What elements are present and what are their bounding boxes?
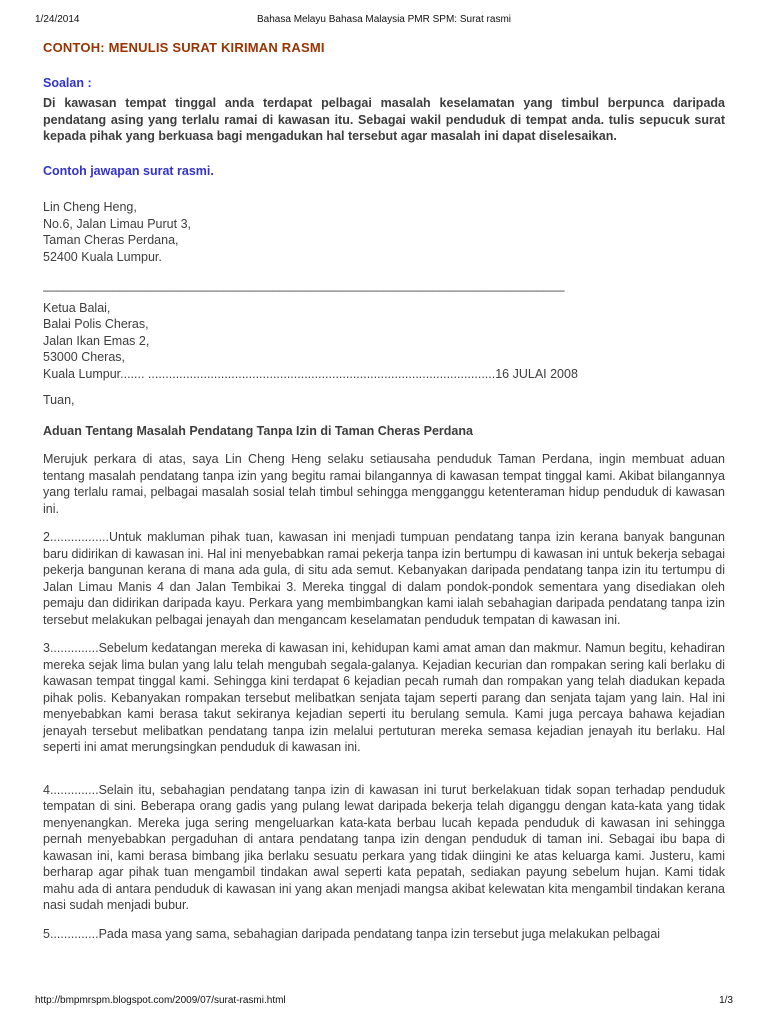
- letter-paragraph-3: 3..............Sebelum kedatangan mereka di kawasan ini, kehidupan kami amat aman dan makmur. Namun begitu, kehadiran mereka sejak lima bulan yang lalu telah mengubah segala-galanya. Kejadian kecurian dan rompakan sering kali berlaku di kawasan tempat tinggal kami. Sehingga kini terdapat 6 kejadian pecah rumah dan rompakan yang telah diadukan kepada pihak polis. Kebanyakan rompakan tersebut melibatkan senjata tajam seperti parang dan senjata tajam yang lain. Hal ini menyebabkan kami berasa takut sekiranya kejadian seperti itu berulang semula. Kami juga percaya bahawa kejadian jenayah tersebut melibatkan pendatang tanpa izin melalui pertuturan mereka semasa kejadian jenayah itu berlaku. Hal seperti ini amat merungsingkan penduduk di kawasan ini.: [43, 641, 725, 754]
- letter-paragraph-1: Merujuk perkara di atas, saya Lin Cheng Heng selaku setiausaha penduduk Taman Perdana, ingin membuat aduan tentang masalah pendatang tanpa izin yang begitu ramai bilangannya di kawasan tempat tinggal kami. Akibat bilangannya yang terlalu ramai, pelbagai masalah sosial telah timbul sehingga mengganggu ketenteraman hidup penduduk di kawasan ini.: [43, 452, 725, 516]
- letter-paragraph-2: 2.................Untuk makluman pihak tuan, kawasan ini menjadi tumpuan pendatang tanpa izin kerana banyak bangunan baru didirikan di kawasan ini. Hal ini menyebabkan ramai pekerja tanpa izin bertumpu di kawasan ini untuk bekerja sebagai pekerja bangunan kerana di mana ada gula, di situ ada semut. Kebanyakan daripada pendatang tanpa izin itu tertumpu di Jalan Limau Manis 4 dan Jalan Tembikai 3. Mereka tinggal di dalam pondok-pondok sementara yang disediakan oleh pemaju dan didirikan daripada kayu. Perkara yang membimbangkan kami ialah sebahagian daripada pendatang tanpa izin tersebut melakukan pelbagai jenayah dan mengancam keselamatan penduduk tempatan di kawasan ini.: [43, 530, 725, 627]
- recipient-address-line: Jalan Ikan Emas 2,: [43, 333, 150, 348]
- recipient-address-line: Balai Polis Cheras,: [43, 317, 149, 331]
- footer-page-number: 1/3: [719, 995, 733, 1006]
- document-heading: CONTOH: MENULIS SURAT KIRIMAN RASMI: [43, 40, 325, 55]
- print-title: Bahasa Melayu Bahasa Malaysia PMR SPM: Surat rasmi: [257, 14, 511, 25]
- sender-address-line: Lin Cheng Heng,: [43, 200, 137, 214]
- letter-date: 16 JULAI 2008: [495, 366, 578, 381]
- soalan-label: Soalan :: [43, 75, 92, 90]
- print-header: [35, 14, 733, 27]
- city-dots: Kuala Lumpur....... ....................................................................................................: [43, 366, 496, 381]
- city-date-line: [43, 366, 725, 383]
- recipient-address-line: 53000 Cheras,: [43, 350, 126, 364]
- print-footer: [35, 994, 733, 1006]
- document-page: [43, 40, 725, 942]
- question-text: Di kawasan tempat tinggal anda terdapat pelbagai masalah keselamatan yang timbul berpunca daripada pendatang asing yang terlalu ramai di kawasan itu. Sebagai wakil penduduk di tempat anda. tulis sepucuk surat kepada pihak yang berkuasa bagi mengadukan hal tersebut agar masalah ini dapat diselesaikan.: [43, 96, 725, 143]
- sender-address: [43, 199, 725, 265]
- sender-address-line: 52400 Kuala Lumpur.: [43, 249, 162, 264]
- divider-line: ___________________________________________________________________________: [43, 278, 565, 292]
- recipient-address: [43, 300, 725, 383]
- letter-paragraph-4: 4..............Selain itu, sebahagian pendatang tanpa izin di kawasan ini turut berkelakuan tidak sopan terhadap penduduk tempatan di sini. Beberapa orang gadis yang pulang lewat daripada bekerja telah diganggu dengan kata-kata yang tidak menyenangkan. Mereka juga sering mengeluarkan kata-kata berbau lucah kepada penduduk di kawasan ini sehingga pernah menyebabkan pergaduhan di antara pendatang tanpa izin dengan penduduk di taman ini. Sebagai ibu bapa di kawasan ini, kami berasa bimbang jika berlaku sesuatu perkara yang tidak diingini ke atas keluarga kami. Justeru, kami berharap agar pihak tuan mengambil tindakan awal seperti kata pepatah, sediakan payung sebelum hujan. Kami tidak mahu ada di antara penduduk di kawasan ini yang akan menjadi mangsa akibat kelewatan kita mengambil tindakan kerana nasi sudah menjadi bubur.: [43, 782, 725, 912]
- contoh-label: Contoh jawapan surat rasmi.: [43, 163, 214, 178]
- sender-address-line: No.6, Jalan Limau Purut 3,: [43, 216, 191, 231]
- footer-url: http://bmpmrspm.blogspot.com/2009/07/surat-rasmi.html: [35, 995, 286, 1006]
- subject-line: Aduan Tentang Masalah Pendatang Tanpa Izin di Taman Cheras Perdana: [43, 423, 473, 438]
- sender-address-line: Taman Cheras Perdana,: [43, 233, 179, 247]
- salutation: Tuan,: [43, 393, 75, 407]
- print-date: 1/24/2014: [35, 14, 80, 25]
- letter-paragraph-5: 5..............Pada masa yang sama, sebahagian daripada pendatang tanpa izin tersebut juga melakukan pelbagai: [43, 926, 661, 941]
- recipient-address-line: Ketua Balai,: [43, 300, 111, 315]
